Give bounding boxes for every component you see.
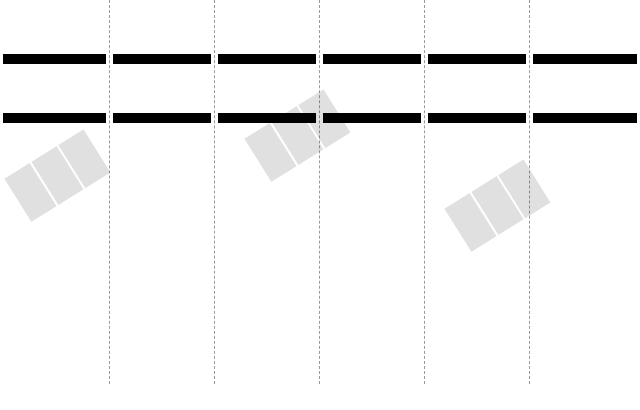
- item-price: [419, 143, 421, 152]
- list-item: [113, 25, 211, 34]
- item-price: [314, 66, 316, 75]
- item-price: [524, 66, 526, 75]
- item-price: [635, 75, 637, 84]
- list-item: [428, 125, 526, 134]
- item-price: [524, 125, 526, 134]
- item-price: [419, 102, 421, 111]
- item-price: [524, 102, 526, 111]
- list-item: [113, 84, 211, 93]
- column-heading: [428, 2, 526, 14]
- list-item: [218, 16, 316, 25]
- item-price: [419, 75, 421, 84]
- list-item: [3, 125, 106, 134]
- list-item: [323, 125, 421, 134]
- list-item: [533, 84, 637, 93]
- item-price: [524, 75, 526, 84]
- list-item: [428, 43, 526, 52]
- item-price: [104, 43, 106, 52]
- section-header-bar: [113, 113, 211, 123]
- list-item: [428, 143, 526, 152]
- item-price: [209, 134, 211, 143]
- watermark-graphic: ███: [444, 158, 551, 249]
- item-price: [104, 75, 106, 84]
- item-price: [635, 25, 637, 34]
- item-price: [524, 25, 526, 34]
- item-price: [314, 25, 316, 34]
- watermark-graphic: ███: [4, 128, 111, 219]
- item-price: [419, 84, 421, 93]
- section-header-bar: [3, 54, 106, 64]
- column-heading: [3, 2, 106, 14]
- item-price: [635, 84, 637, 93]
- list-item: [3, 93, 106, 102]
- list-item: [323, 93, 421, 102]
- list-item: [323, 66, 421, 75]
- list-item: [113, 43, 211, 52]
- list-item: [533, 134, 637, 143]
- item-price: [419, 125, 421, 134]
- section-header-bar: [323, 113, 421, 123]
- section-header-bar: [428, 54, 526, 64]
- list-item: [533, 75, 637, 84]
- item-price: [209, 143, 211, 152]
- item-price: [209, 16, 211, 25]
- item-price: [314, 102, 316, 111]
- item-price: [635, 34, 637, 43]
- list-item: [428, 16, 526, 25]
- item-price: [314, 43, 316, 52]
- item-price: [635, 102, 637, 111]
- item-price: [104, 25, 106, 34]
- list-item: [533, 93, 637, 102]
- list-item: [323, 84, 421, 93]
- item-price: [635, 43, 637, 52]
- list-item: [533, 16, 637, 25]
- item-price: [104, 84, 106, 93]
- item-price: [104, 16, 106, 25]
- item-price: [209, 102, 211, 111]
- list-item: [218, 43, 316, 52]
- list-item: [3, 102, 106, 111]
- list-item: [323, 16, 421, 25]
- list-item: [533, 125, 637, 134]
- item-price: [314, 16, 316, 25]
- item-price: [419, 66, 421, 75]
- column-5: [425, 0, 530, 384]
- list-item: [113, 102, 211, 111]
- item-price: [104, 66, 106, 75]
- item-price: [419, 134, 421, 143]
- item-price: [209, 93, 211, 102]
- list-item: [113, 93, 211, 102]
- item-price: [104, 125, 106, 134]
- list-item: [218, 84, 316, 93]
- column-1: [0, 0, 110, 384]
- item-price: [209, 125, 211, 134]
- list-item: [113, 66, 211, 75]
- item-price: [209, 84, 211, 93]
- list-item: [3, 66, 106, 75]
- item-price: [419, 25, 421, 34]
- list-item: [533, 102, 637, 111]
- item-price: [524, 34, 526, 43]
- item-price: [524, 143, 526, 152]
- list-item: [323, 143, 421, 152]
- list-item: [533, 143, 637, 152]
- column-heading: [218, 2, 316, 14]
- list-item: [113, 134, 211, 143]
- list-item: [428, 66, 526, 75]
- item-price: [635, 143, 637, 152]
- section-header-bar: [218, 113, 316, 123]
- list-item: [533, 66, 637, 75]
- item-price: [209, 75, 211, 84]
- item-price: [209, 66, 211, 75]
- list-item: [323, 43, 421, 52]
- list-item: [218, 134, 316, 143]
- item-price: [524, 134, 526, 143]
- item-price: [419, 93, 421, 102]
- list-item: [218, 102, 316, 111]
- list-item: [428, 84, 526, 93]
- item-price: [104, 134, 106, 143]
- list-item: [323, 134, 421, 143]
- list-item: [113, 143, 211, 152]
- list-item: [218, 25, 316, 34]
- item-price: [524, 16, 526, 25]
- column-heading: [113, 2, 211, 14]
- section-header-bar: [323, 54, 421, 64]
- column-heading: [533, 2, 637, 14]
- list-item: [323, 102, 421, 111]
- item-price: [209, 25, 211, 34]
- item-price: [635, 125, 637, 134]
- item-price: [635, 16, 637, 25]
- item-price: [314, 34, 316, 43]
- list-item: [323, 75, 421, 84]
- list-item: [428, 102, 526, 111]
- section-header-bar: [113, 54, 211, 64]
- list-item: [533, 25, 637, 34]
- list-item: [218, 75, 316, 84]
- column-heading: [323, 2, 421, 14]
- item-price: [104, 143, 106, 152]
- list-item: [3, 134, 106, 143]
- item-price: [635, 66, 637, 75]
- section-header-bar: [3, 113, 106, 123]
- list-item: [428, 93, 526, 102]
- item-price: [209, 34, 211, 43]
- list-item: [3, 25, 106, 34]
- item-price: [314, 93, 316, 102]
- item-price: [314, 125, 316, 134]
- column-3: [215, 0, 320, 384]
- list-item: [323, 34, 421, 43]
- list-item: [3, 34, 106, 43]
- footer-notes: [2, 386, 638, 408]
- list-item: [218, 66, 316, 75]
- item-price: [524, 43, 526, 52]
- list-item: [3, 43, 106, 52]
- column-4: [320, 0, 425, 384]
- section-header-bar: [218, 54, 316, 64]
- section-header-bar: [533, 113, 637, 123]
- list-item: [218, 93, 316, 102]
- list-item: [218, 143, 316, 152]
- list-item: [533, 43, 637, 52]
- list-item: [428, 34, 526, 43]
- column-2: [110, 0, 215, 384]
- item-price: [314, 84, 316, 93]
- list-item: [323, 25, 421, 34]
- list-item: [3, 143, 106, 152]
- item-price: [104, 34, 106, 43]
- item-price: [635, 93, 637, 102]
- item-price: [524, 93, 526, 102]
- list-item: [428, 25, 526, 34]
- item-price: [419, 43, 421, 52]
- item-price: [314, 134, 316, 143]
- item-price: [314, 143, 316, 152]
- item-price: [419, 16, 421, 25]
- list-item: [218, 34, 316, 43]
- list-item: [113, 125, 211, 134]
- list-item: [533, 34, 637, 43]
- list-item: [428, 75, 526, 84]
- list-item: [218, 125, 316, 134]
- list-item: [3, 84, 106, 93]
- item-price: [314, 75, 316, 84]
- list-item: [113, 34, 211, 43]
- item-price: [419, 34, 421, 43]
- item-price: [635, 134, 637, 143]
- list-item: [3, 75, 106, 84]
- item-price: [104, 102, 106, 111]
- item-price: [209, 43, 211, 52]
- list-item: [113, 16, 211, 25]
- item-price: [524, 84, 526, 93]
- list-item: [113, 75, 211, 84]
- section-header-bar: [533, 54, 637, 64]
- list-item: [428, 134, 526, 143]
- section-header-bar: [428, 113, 526, 123]
- item-price: [104, 93, 106, 102]
- watermark-graphic: ███: [244, 88, 351, 179]
- column-6: [530, 0, 640, 384]
- list-item: [3, 16, 106, 25]
